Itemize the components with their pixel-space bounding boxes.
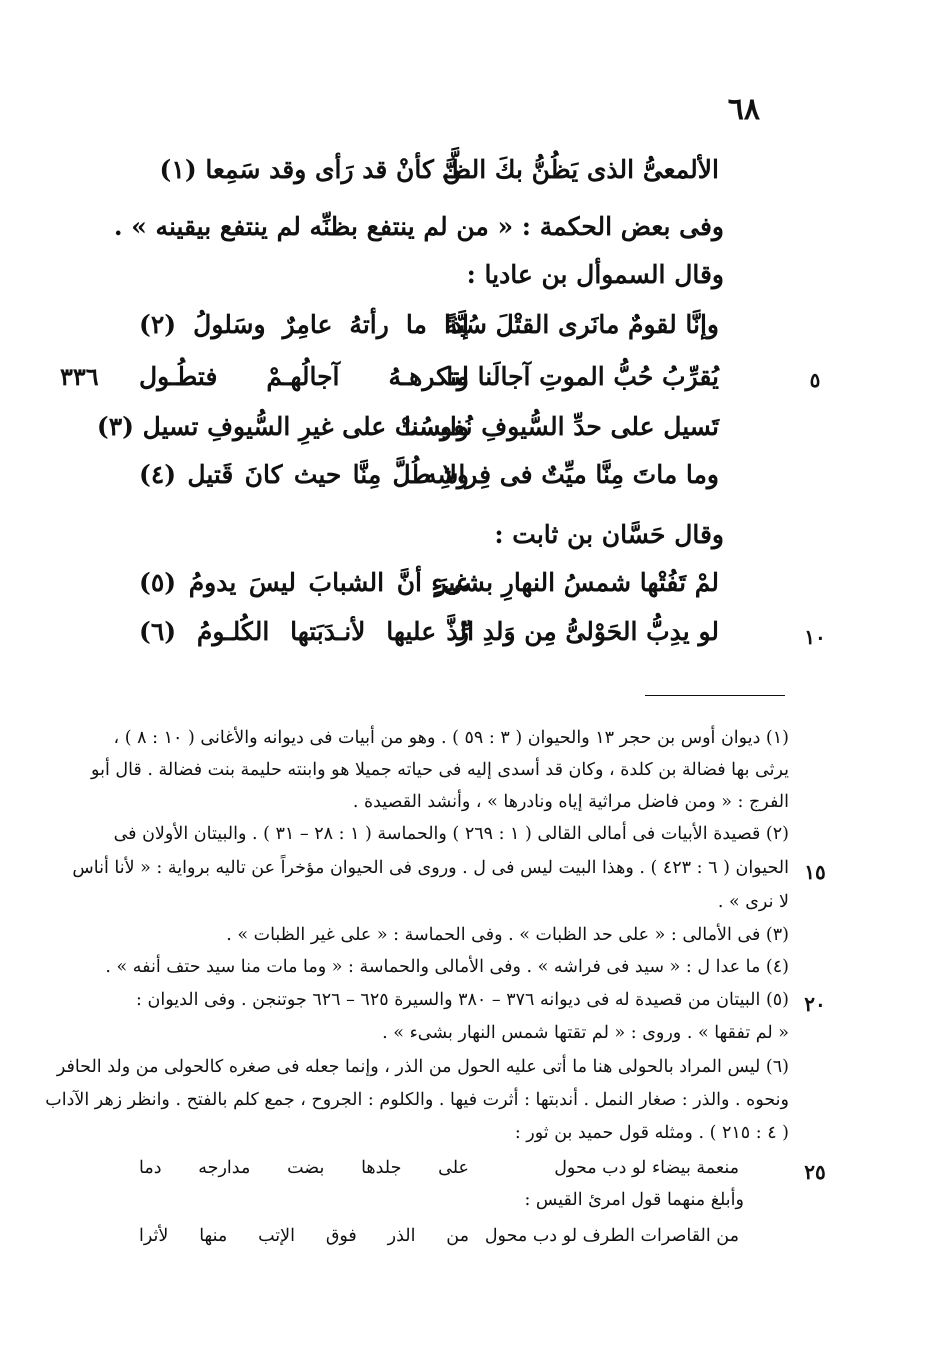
prose-wisdom-quote: وفى بعض الحكمة : « من لم ينتفع بظنِّه لم ينتفع بيقينه » . [113, 212, 724, 241]
footnote-1-line-3: الفرج : « ومن فاضل مراثية إياه ونادرها » ، وأنشد القصيدة . [352, 792, 789, 812]
footnote-2-line-2: الحيوان ( ٦ : ٤٢٣ ) . وهذا البيت ليس فى ل . وروى فى الحيوان مؤخراً عن تاليه برواية : « لأنا أناس [72, 858, 789, 878]
prose-samawal-intro: وقال السموأل بن عاديا : [466, 260, 724, 289]
poem1-verse4-first-hemistich: وما ماتَ مِنَّا ميِّتٌ فى فِراشِه [423, 460, 719, 489]
poem1-verse2-second-hemistich: وتكرهـهُ آجالُهـمْ فتطُـول [139, 362, 469, 391]
footnote-verse-2-second-hemistich: من الذر فوق الإتب منها لأثرا [139, 1226, 469, 1246]
footnote-5-line-2: « لم تفقها » . وروى : « لم تقتها شمس النهار بشىء » . [382, 1023, 789, 1043]
margin-reference-number: ٣٣٦ [60, 362, 99, 391]
footnote-verse-1-first-hemistich: منعمة بيضاء لو دب محول [554, 1158, 739, 1178]
footnote-2-line-1: (٢) قصيدة الأبيات فى أمالى القالى ( ١ : ٢٦٩ ) والحماسة ( ١ : ٢٨ – ٣١ ) . والبيتان الأولان فى [113, 824, 789, 844]
footnote-6-line-4: وأبلغ منهما قول امرئ القيس : [524, 1190, 744, 1210]
footnote-verse-2-first-hemistich: من القاصرات الطرف لو دب محول [484, 1226, 739, 1246]
footnote-separator [645, 695, 785, 696]
verse-1-first-hemistich: الألمعىُّ الذى يَظُنُّ بكَ الظَّـ [443, 155, 719, 184]
prose-hassan-intro: وقال حَسَّان بن ثابت : [494, 520, 724, 549]
footnote-1-line-1: (١) ديوان أوس بن حجر ١٣ والحيوان ( ٣ : ٥٩ ) . وهو من أبيات فى ديوانه والأغانى ( ١٠ : ٨ ) ، [113, 728, 789, 748]
poem1-verse2-first-hemistich: يُقرِّبُ حُبُّ الموتِ آجالَنا لنا [446, 362, 719, 391]
footnote-2-line-3: لا نرى » . [717, 892, 789, 912]
footnote-5-line-1: (٥) البيتان من قصيدة له فى ديوانه ٣٧٦ – ٣٨٠ والسيرة ٦٢٥ – ٦٢٦ جوتنجن . وفى الديوان : [136, 990, 789, 1010]
line-number-20: ٢٠ [804, 992, 826, 1016]
page-number: ٦٨ [727, 92, 760, 127]
footnote-6-line-1: (٦) ليس المراد بالحولى هنا ما أتى عليه الحول من الذر ، وإنما جعله فى صغره كالحولى من ولد الحافر [56, 1057, 789, 1077]
line-number-10: ١٠ [804, 625, 826, 649]
poem1-verse4-second-hemistich: ولا طُلَّ مِنَّا حيث كانَ قَتيل (٤) [139, 460, 469, 489]
footnote-4: (٤) ما عدا ل : « سيد فى فراشه » . وفى الأمالى والحماسة : « وما مات منا سيد حتف أنفه » . [105, 957, 789, 977]
footnote-verse-1-second-hemistich: على جلدها بضت مدارجه دما [139, 1158, 469, 1178]
poem2-verse2-second-hemistich: رِّ عليها لأنـدَبَتها الكُلـومُ (٦) [139, 617, 469, 646]
footnote-6-line-3: ( ٤ : ٢١٥ ) . ومثله قول حميد بن ثور : [514, 1123, 789, 1143]
footnote-1-line-2: يرثى بها فضالة بن كلدة ، وكان قد أسدى إليه فى حياته جميلا هو وابنته حليمة بنت فضالة . قال أبو [91, 760, 789, 780]
poem1-verse3-first-hemistich: تَسيل على حدِّ السُّيوفِ نُفوسُنا [403, 412, 719, 441]
line-number-15: ١٥ [804, 860, 826, 884]
verse-1-second-hemistich: ـنَّ كأنْ قد رَأى وقد سَمِعا (١) [159, 155, 469, 184]
line-number-5: ٥ [809, 368, 821, 392]
poem1-verse1-first-hemistich: وإنَّا لقومٌ مانَرى القتْلَ سُبَّةً [445, 310, 719, 339]
poem1-verse3-second-hemistich: وليستْ على غيرِ السُّيوفِ تسيل (٣) [96, 412, 469, 441]
line-number-25: ٢٥ [804, 1160, 826, 1184]
poem2-verse1-first-hemistich: لمْ تَفُتْها شمسُ النهارِ بشىءٍ [431, 568, 719, 597]
poem1-verse1-second-hemistich: إذا ما رأتهُ عامِرٌ وسَلولُ (٢) [139, 310, 469, 339]
poem2-verse1-second-hemistich: غيرَ أنَّ الشبابَ ليسَ يدومُ (٥) [139, 568, 469, 597]
poem2-verse2-first-hemistich: لو يدِبُّ الحَوْلىُّ مِن وَلدِ الذَّ [446, 617, 719, 646]
footnote-6-line-2: ونحوه . والذر : صغار النمل . أندبتها : أثرت فيها . والكلوم : الجروح ، جمع كلم بالفتح . وانظر زهر الآداب [45, 1090, 789, 1110]
footnote-3: (٣) فى الأمالى : « على حد الظبات » . وفى الحماسة : « على غير الظبات » . [226, 925, 789, 945]
